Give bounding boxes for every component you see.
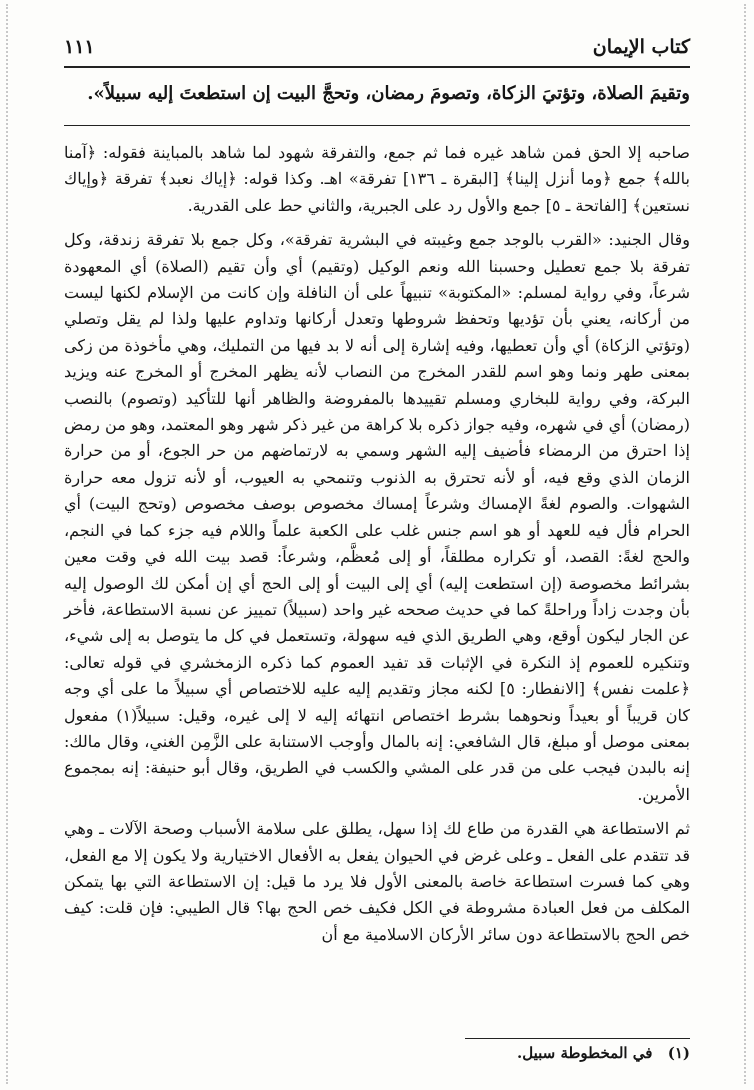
commentary-paragraph: وقال الجنيد: «القرب بالوجد جمع وغيبته في البشرية تفرقة»، وكل جمع بلا تفرقة زندقة، وكل تفرقة بلا جمع تعطيل وحسبنا الله ونعم الوكيل (وتقيم) أي وأن تقيم (الصلاة) أي المعهودة شرعاً، وفي رواية لمسلم: «المكتوبة» تنبيهاً على أن النافلة وإن كانت من الإسلام لكنها ليست من أركانه، يعني بأن تؤديها وتحفظ شروطها وتعدل أركانها وتداوم عليها ولذا لم يقل وتصلي (وتؤتي الزكاة) أي وأن تعطيها، وفيه إشارة إلى أنه لا بد فيها من التمليك، وهي مأخوذة من زكى بمعنى طهر ونما وهو اسم للقدر المخرج من النصاب لأنه يظهر المخرج أو المخرج عنه ويزيد البركة، وفي رواية للبخاري ومسلم تقييدها بالمفروضة والظاهر أنها للتأكيد (وتصوم) بالنصب (رمضان) أي في شهره، وفيه جواز ذكره بلا كراهة من غير ذكر شهر وهو المعتمد، وهو من رمض إذا احترق من الرمضاء فأضيف إليه الشهر وسمي به لارتماضهم من حر الجوع، أو من حرارة الزمان الذي وقع فيه، أو لأنه تحترق به الذنوب وتنمحي به العيوب، أو لأنه تزول معه حرارة الشهوات. والصوم لغةً الإمساك وشرعاً إمساك مخصوص بوصف مخصوص (وتحج البيت) أي الحرام فأل فيه للعهد أو هو اسم جنس غلب على الكعبة علماً واللام فيه جزء كما في النجم، والحج لغةً: القصد، أو تكراره مطلقاً، أو إلى مُعظَّم، وشرعاً: قصد بيت الله في وقت معين بشرائط مخصوصة (إن استطعت إليه) أي إلى البيت أو إلى الحج أي إن أمكن لك الوصول إليه بأن وجدت زاداً وراحلةً كما في حديث صححه غير واحد (سبيلاً) تمييز عن نسبة الاستطاعة، فأخر عن الجار ليكون أوقع، وهي الطريق الذي فيه سهولة، وتستعمل في كل ما يتوصل به إلى شيء، وتنكيره للعموم إذ النكرة في الإثبات قد تفيد العموم كما ذكره الزمخشري في قوله تعالى: ﴿علمت نفس﴾ [الانفطار: ٥] لكنه مجاز وتقديم إليه عليه للاختصاص أي سبيلاً ما على أي وجه كان قريباً أو بعيداً ونحوهما بشرط اختصاص انتهائه إليه لا إلى غيره، وقيل: سبيلاً(١) مفعول بمعنى موصل أو مبلغ، قال الشافعي: إنه بالمال وأوجب الاستنابة على الزَّمِن الغني، وقال مالك: إنه بالبدن فيجب على من قدر على المشي والكسب في الطريق، وقال أبو حنيفة: إنه بمجموع الأمرين. <box>64 230 691 804</box>
hadith-text: وتقيمَ الصلاة، وتؤتيَ الزكاة، وتصومَ رمضان، وتحجَّ البيت إن استطعتَ إليه سبيلاً». <box>87 83 690 104</box>
footnote-rule <box>465 1038 690 1039</box>
header-rule <box>64 66 690 68</box>
footnote-text: في المخطوطة سبيل. <box>517 1044 653 1062</box>
book-title: كتاب الإيمان <box>592 36 690 58</box>
page-number: ١١١ <box>64 36 95 58</box>
footnote <box>64 1044 690 1062</box>
footnote-number: (١) <box>667 1044 690 1062</box>
page-header <box>64 32 690 62</box>
section-divider <box>64 125 690 126</box>
commentary-paragraph: صاحبه إلا الحق فمن شاهد غيره فما ثم جمع، والتفرقة شهود لما شاهد بالمباينة فقوله: ﴿آمنا بالله﴾ جمع ﴿وما أنزل إلينا﴾ [البقرة ـ ١٣٦] تفرقة» اهـ. وكذا قوله: ﴿إياك نعبد﴾ تفرقة ﴿وإياك نستعين﴾ [الفاتحة ـ ٥] جمع والأول رد على الجبرية، والثاني حط على القدرية. <box>64 143 690 215</box>
commentary-paragraph: ثم الاستطاعة هي القدرة من طاع لك إذا سهل، يطلق على سلامة الأسباب وصحة الآلات ـ وهي قد تتقدم على الفعل ـ وعلى غرض في الحيوان يفعل به الأفعال الاختيارية ولا يكون إلا مع الفعل، وهي كما فسرت استطاعة خاصة بالمعنى الأول فلا يرد ما قيل: إن الاستطاعة التي بها يتمكن المكلف من فعل العبادة مشروطة في الكل فكيف خص الحج بها؟ قال الطيبي: فإن قلت: كيف خص الحج بالاستطاعة دون سائر الأركان الاسلامية مع أن <box>64 819 690 944</box>
commentary-body <box>64 140 690 956</box>
